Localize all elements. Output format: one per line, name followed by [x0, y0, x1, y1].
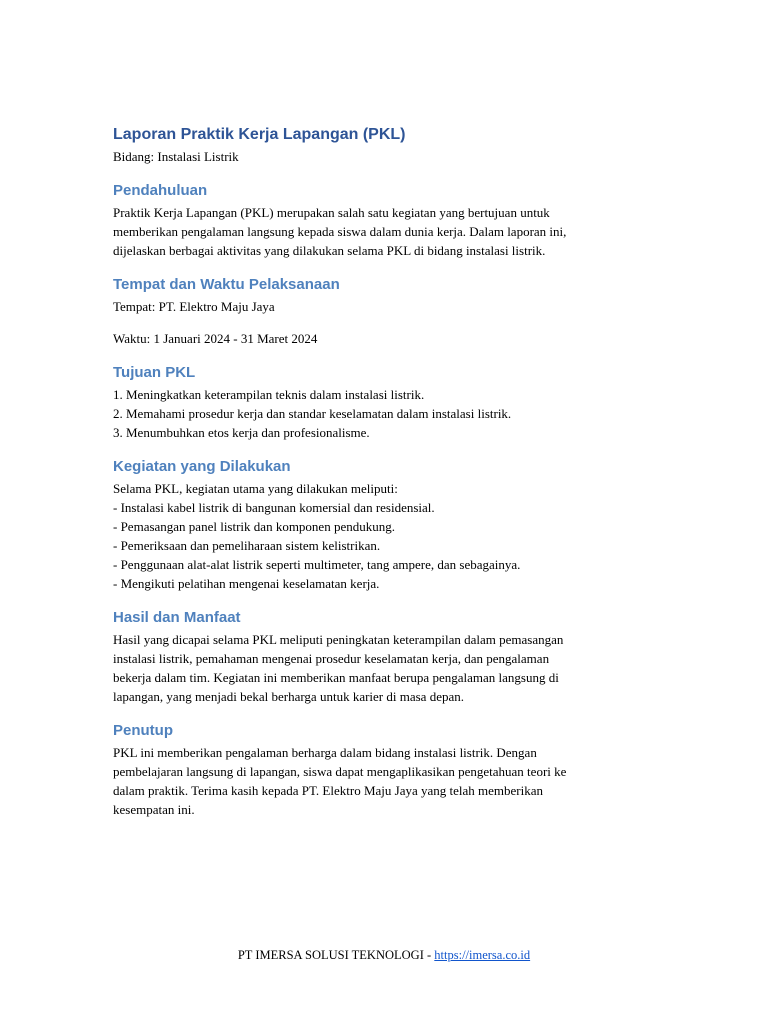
footer-company: PT IMERSA SOLUSI TEKNOLOGI -	[237, 948, 435, 962]
paragraph-line: pembelajaran langsung di lapangan, siswa dapat mengaplikasikan pengetahuan teori ke	[113, 764, 567, 779]
document-subtitle: Bidang: Instalasi Listrik	[113, 149, 239, 164]
section-hasil	[113, 608, 653, 706]
section-tujuan	[113, 363, 653, 442]
section-heading: Pendahuluan	[113, 182, 208, 199]
section-heading: Tujuan PKL	[113, 364, 196, 381]
section-heading: Kegiatan yang Dilakukan	[113, 458, 291, 475]
section-heading: Tempat dan Waktu Pelaksanaan	[113, 276, 340, 293]
paragraph-line: bekerja dalam tim. Kegiatan ini memberikan manfaat berupa pengalaman langsung di	[113, 670, 559, 685]
list-item: 1. Meningkatkan keterampilan teknis dalam instalasi listrik.	[113, 387, 425, 402]
paragraph-line: dijelaskan berbagai aktivitas yang dilakukan selama PKL di bidang instalasi listrik.	[113, 243, 546, 258]
list-item: 2. Memahami prosedur kerja dan standar keselamatan dalam instalasi listrik.	[113, 406, 512, 421]
tempat-text: Tempat: PT. Elektro Maju Jaya	[113, 299, 275, 314]
paragraph-line: Hasil yang dicapai selama PKL meliputi peningkatan keterampilan dalam pemasangan	[113, 632, 564, 647]
paragraph-line: dalam praktik. Terima kasih kepada PT. Elektro Maju Jaya yang telah memberikan	[113, 783, 543, 798]
paragraph-line: lapangan, yang menjadi bekal berharga untuk karier di masa depan.	[113, 689, 464, 704]
paragraph-line: memberikan pengalaman langsung kepada siswa dalam dunia kerja. Dalam laporan ini,	[113, 224, 567, 239]
list-item: - Instalasi kabel listrik di bangunan komersial dan residensial.	[113, 500, 435, 515]
paragraph-line: PKL ini memberikan pengalaman berharga dalam bidang instalasi listrik. Dengan	[113, 745, 537, 760]
page-footer	[0, 946, 768, 964]
section-heading: Penutup	[113, 722, 173, 739]
paragraph-line: instalasi listrik, pemahaman mengenai prosedur keselamatan kerja, dan pengalaman	[113, 651, 550, 666]
list-item: - Mengikuti pelatihan mengenai keselamatan kerja.	[113, 576, 380, 591]
list-item: - Pemasangan panel listrik dan komponen pendukung.	[113, 519, 395, 534]
section-penutup	[113, 721, 653, 819]
footer-link[interactable]: https://imersa.co.id	[434, 948, 531, 962]
section-tempat-waktu	[113, 275, 653, 348]
paragraph-line: kesempatan ini.	[113, 802, 195, 817]
kegiatan-intro: Selama PKL, kegiatan utama yang dilakukan meliputi:	[113, 481, 398, 496]
paragraph-line: Praktik Kerja Lapangan (PKL) merupakan salah satu kegiatan yang bertujuan untuk	[113, 205, 550, 220]
section-kegiatan	[113, 457, 653, 593]
list-item: 3. Menumbuhkan etos kerja dan profesionalisme.	[113, 425, 370, 440]
waktu-text: Waktu: 1 Januari 2024 - 31 Maret 2024	[113, 331, 318, 346]
document-title: Laporan Praktik Kerja Lapangan (PKL)	[113, 126, 406, 143]
section-heading: Hasil dan Manfaat	[113, 609, 241, 626]
list-item: - Penggunaan alat-alat listrik seperti multimeter, tang ampere, dan sebagainya.	[113, 557, 521, 572]
list-item: - Pemeriksaan dan pemeliharaan sistem kelistrikan.	[113, 538, 381, 553]
section-pendahuluan	[113, 181, 653, 260]
